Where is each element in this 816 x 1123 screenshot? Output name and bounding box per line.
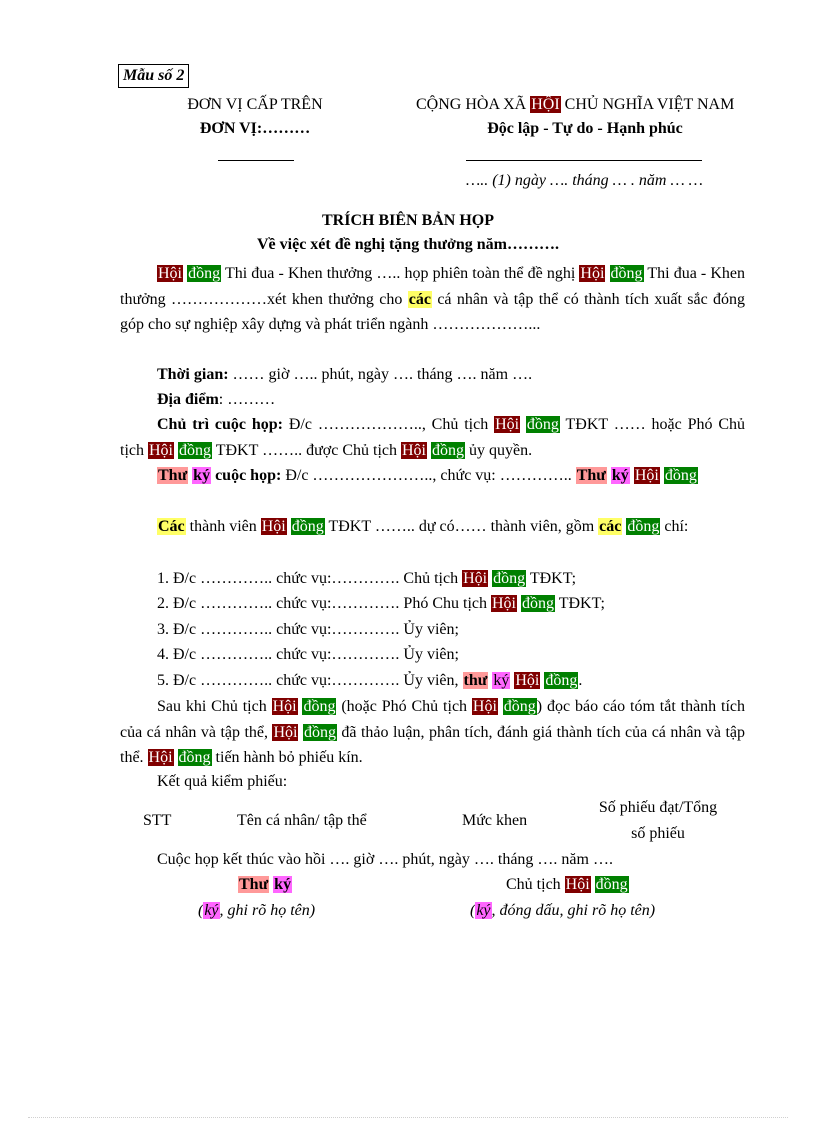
secretary-signature-note	[198, 900, 315, 922]
hoi-highlight: Hội	[148, 749, 173, 766]
place-label: Địa điểm	[157, 391, 219, 408]
hoi-highlight: Hội	[272, 698, 297, 715]
country-name-part1: CỘNG HÒA XÃ	[416, 96, 531, 113]
hoi-highlight: Hội	[491, 595, 516, 612]
list-item	[157, 644, 459, 666]
document-title: TRÍCH BIÊN BẢN HỌP	[321, 212, 495, 229]
list-item-suffix: TĐKT;	[558, 595, 605, 612]
chair-text-2: TĐKT …… hoặc Phó Chủ tịch	[120, 416, 746, 459]
table-header-votes-line1: Số phiếu đạt/Tổng	[598, 799, 718, 816]
dong-highlight: đồng	[595, 876, 628, 893]
table-header-level: Mức khen	[462, 812, 528, 829]
hoi-highlight: Hội	[495, 416, 520, 433]
paren-open: (	[470, 902, 476, 919]
list-item	[157, 568, 576, 590]
secretary-signature-title	[238, 874, 292, 896]
document-subtitle: Về việc xét đề nghị tặng thưởng năm……….	[256, 236, 559, 253]
hoi-highlight: Hội	[401, 441, 426, 459]
hoi-highlight: Hội	[273, 723, 298, 741]
superior-unit: ĐƠN VỊ CẤP TRÊN	[187, 96, 323, 113]
motto: Độc lập - Tự do - Hạnh phúc	[487, 120, 683, 137]
dong-highlight: đồng	[303, 723, 336, 741]
chair-text-3: TĐKT …….. được Chủ tịch	[215, 441, 397, 459]
time-label: Thời gian:	[157, 366, 229, 383]
members-text-2: TĐKT …….. dự có…… thành viên, gồm	[328, 518, 595, 535]
hoi-highlight: Hội	[515, 672, 540, 689]
list-item-text: 2. Đ/c ………….. chức vụ:…………. Phó Chu tịch	[157, 595, 487, 612]
report-text-1: Sau khi Chủ tịch	[157, 698, 267, 715]
intro-text-3: cá nhân và tập thể có thành tích xuất sắc đóng góp cho sự nghiệp xây dựng và phát triển ngành ………………...	[120, 290, 746, 333]
place-line	[157, 389, 275, 411]
members-text-3: chí:	[664, 518, 689, 535]
chairman-label: Chủ tịch	[506, 876, 561, 893]
cac-highlight: Các	[158, 518, 185, 535]
list-item	[157, 619, 459, 641]
chair-paragraph	[120, 412, 745, 463]
secretary-note-text: , ghi rõ họ tên)	[219, 902, 316, 919]
country-name	[416, 94, 734, 116]
ky-highlight: ký	[193, 467, 211, 484]
ky-highlight: ký	[476, 902, 491, 919]
dong-highlight: đồng	[291, 518, 324, 535]
dong-highlight: đồng	[303, 698, 336, 715]
list-item-text: 5. Đ/c ………….. chức vụ:…………. Ủy viên,	[157, 672, 459, 689]
ky-highlight: ký	[493, 672, 510, 689]
hoi-highlight: Hội	[634, 467, 659, 484]
thu-highlight: Thư	[158, 467, 188, 484]
hoi-highlight: Hội	[158, 265, 182, 282]
page-bottom-divider	[28, 1117, 788, 1118]
chair-label: Chủ trì cuộc họp:	[157, 416, 284, 433]
closing-line: Cuộc họp kết thúc vào hồi …. giờ …. phút, ngày …. tháng …. năm ….	[157, 851, 613, 868]
dong-highlight: đồng	[545, 672, 578, 689]
list-item-text: 3. Đ/c ………….. chức vụ:…………. Ủy viên;	[157, 621, 459, 638]
time-line	[157, 364, 532, 386]
thu-highlight: Thư	[576, 467, 606, 484]
dong-highlight: đồng	[493, 570, 526, 587]
report-text-2: (hoặc Phó Chủ tịch	[341, 698, 468, 715]
ky-highlight: ký	[204, 902, 219, 919]
form-number-box: Mẫu số 2	[118, 64, 189, 88]
ky-highlight: ký	[274, 876, 292, 893]
list-item-text: 1. Đ/c ………….. chức vụ:…………. Chủ tịch	[157, 570, 459, 587]
time-value: …… giờ ….. phút, ngày …. tháng …. năm ….	[232, 366, 533, 383]
dong-highlight: đồng	[431, 441, 464, 459]
chairman-note-text: , đóng dấu, ghi rõ họ tên)	[491, 902, 656, 919]
secretary-label: cuộc họp:	[215, 467, 282, 484]
list-item-suffix: TĐKT;	[529, 570, 577, 587]
report-paragraph	[120, 694, 745, 771]
ky-highlight: ký	[611, 467, 629, 484]
thu-highlight: thư	[463, 672, 488, 689]
chair-text-4: ủy quyền.	[468, 441, 533, 459]
left-header-rule	[218, 160, 294, 161]
secretary-text: Đ/c ………………….., chức vụ: …………..	[285, 467, 572, 484]
date-line: ….. (1) ngày …. tháng … . năm … …	[466, 172, 703, 189]
hoi-highlight: Hội	[580, 265, 605, 282]
dong-highlight: đồng	[664, 467, 697, 484]
dong-highlight: đồng	[521, 595, 554, 612]
intro-text-2: Thi đua - Khen thưởng ………………xét khen thưởng cho	[120, 265, 746, 308]
report-text-3: ) đọc báo cáo tóm tắt thành tích của cá nhân và tập thể,	[120, 698, 746, 741]
table-header-stt: STT	[143, 812, 172, 829]
unit-name: ĐƠN VỊ:………	[199, 120, 311, 137]
dong-highlight: đồng	[627, 518, 660, 535]
cac-highlight: các	[408, 290, 431, 308]
place-value: : ………	[218, 391, 276, 408]
hoi-highlight: HỘI	[531, 96, 560, 113]
members-text-1: thành viên	[189, 518, 257, 535]
hoi-highlight: Hội	[472, 698, 497, 715]
list-item-text: 4. Đ/c ………….. chức vụ:…………. Ủy viên;	[157, 646, 459, 663]
list-item	[157, 593, 605, 615]
dong-highlight: đồng	[179, 441, 211, 459]
right-header-rule	[466, 160, 702, 161]
table-header-name: Tên cá nhân/ tập thể	[237, 812, 367, 829]
report-text-5: tiến hành bỏ phiếu kín.	[215, 749, 363, 766]
hoi-highlight: Hội	[261, 518, 286, 535]
dong-highlight: đồng	[610, 265, 643, 282]
chair-text-1: Đ/c ……………….., Chủ tịch	[288, 416, 489, 433]
chairman-signature-title	[506, 874, 629, 896]
paren-open: (	[198, 902, 204, 919]
list-item	[157, 670, 582, 692]
hoi-highlight: Hội	[149, 441, 173, 459]
result-label: Kết quả kiểm phiếu:	[157, 773, 288, 790]
intro-text-1: Thi đua - Khen thưởng ….. họp phiên toàn thể đề nghị	[224, 265, 576, 282]
thu-highlight: Thư	[239, 876, 269, 893]
dong-highlight: đồng	[503, 698, 536, 715]
cac-highlight: các	[599, 518, 622, 535]
dong-highlight: đồng	[526, 416, 559, 433]
country-name-part2: CHỦ NGHĨA VIỆT NAM	[560, 96, 735, 113]
table-header-votes-line2: số phiếu	[631, 825, 685, 842]
secretary-paragraph	[120, 463, 745, 489]
dong-highlight: đồng	[188, 265, 221, 282]
hoi-highlight: Hội	[565, 876, 590, 893]
hoi-highlight: Hội	[463, 570, 488, 587]
intro-paragraph	[120, 261, 745, 338]
chairman-signature-note	[470, 900, 655, 922]
members-paragraph	[120, 514, 745, 540]
report-text-4: đã thảo luận, phân tích, đánh giá thành tích của cá nhân và tập thể.	[120, 723, 746, 766]
list-item-suffix: .	[578, 672, 583, 689]
dong-highlight: đồng	[178, 749, 211, 766]
